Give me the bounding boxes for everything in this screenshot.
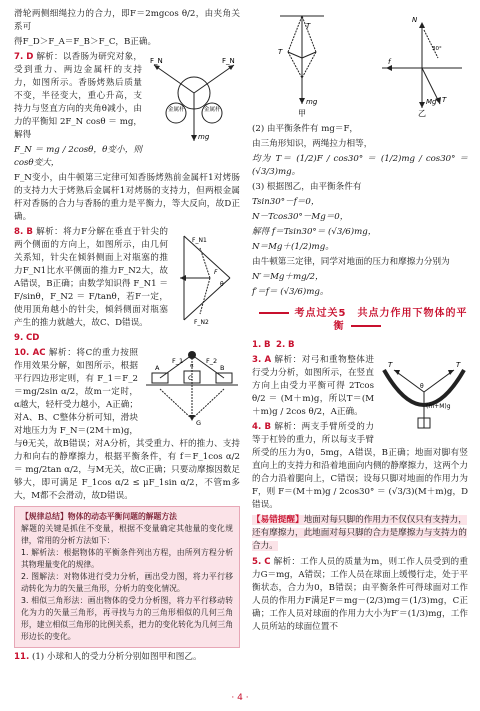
fig7-rod2: 金属杆 xyxy=(204,107,221,113)
fig7-fn-right: F_N xyxy=(222,57,235,65)
q9-answer: CD xyxy=(25,333,40,343)
fig8-f: F xyxy=(214,269,218,276)
fig10-alpha: α xyxy=(190,363,194,369)
fig11-t-right: T xyxy=(442,96,447,104)
q10-answer: AC xyxy=(32,348,46,358)
q11-paragraph xyxy=(14,651,240,664)
q11-part10: 由牛顿第三定律，同学对地面的压力和摩擦力分别为 xyxy=(252,257,450,267)
error-warning-title: 【易错提醒】 xyxy=(252,515,304,525)
q11-part9: N＝Mg＋(1/2)mg。 xyxy=(252,242,334,252)
fig8-fn2: F_N2 xyxy=(194,319,209,326)
fig7-fn-left: F_N xyxy=(150,57,163,65)
q3-text: 解析：对弓和重物整体进行受力分析，如图所示，在竖直方向上由受力平衡可得 2Tcos θ/2 ＝ (M＋m)g，所以T＝(M＋m)g / 2cos θ/2，A正确。 xyxy=(252,355,375,417)
rule-summary-line: 2. 图解法：对物体进行受力分析，画出受力图，将力平行移动转化为力的矢量三角形，分析力的变化情况。 xyxy=(21,572,233,593)
fig11-n: N xyxy=(412,16,418,24)
error-warning-text: 地面对每只脚的作用力不仅仅只有支持力，还有摩擦力，此地面对每只脚的合力是摩擦力与支持力的合力。 xyxy=(252,515,467,551)
q10-text: 解析：将C的重力按照作用效果分解，如图所示，根据平行四边形定则，有 F_1＝F_2＝mg/2sin α/2，故m一定时，α越大，轻杆受力越小，A正确；对A、B、C整体分析可知，滑块对地压力为 F_N＝(2M＋m)g，与θ无关，故B错误；对A分析，其受重力、杆的推力、支持力和向右的静摩擦力，根据平衡条件，有 f＝F_1cos α/2 ＝ mg/2tan α/2，与M无关，故C正确；只要动摩擦因数足够大，即可满足 F_1cos α/2 ≤ μF_1sin α/2，不管m多大，M都不会滑动，故D错误。 xyxy=(14,348,240,501)
q7-equation: F_N ＝ mg / 2cosθ，θ变小，则cosθ变大， xyxy=(14,145,142,168)
fig10-f1: F_1 xyxy=(172,357,184,365)
rule-summary-line: 3. 相似三角形法：画出物体的受力分析图，将力平行移动转化为力的矢量三角形，再寻找与力的三角形相似的几何三角形，建立相似三角形的比例关系，把力的变化转化为几何三角形边长的变化。 xyxy=(21,596,233,641)
q9-paragraph xyxy=(14,332,240,345)
q11-text: (1) 小球和人的受力分析分别如图甲和图乙。 xyxy=(31,652,202,662)
q11-part3: 由三角形知识，两绳拉力相等， xyxy=(252,139,373,149)
q11-part11: N′＝Mg＋mg/2， xyxy=(252,272,324,282)
fig3-theta: θ xyxy=(420,383,424,390)
answer-2: B xyxy=(288,340,295,350)
figure-q3-bow xyxy=(380,356,468,438)
q7-text-2: F_N变小，由牛顿第三定律可知香肠烤熟前金属杆1对烤肠的支持力大于烤熟后金属杆1对烤肠的支持力，但两根金属杆对香肠的合力与香肠的重力是平衡力，等大反向，故D正确。 xyxy=(14,173,240,222)
fig8-theta: θ xyxy=(220,281,224,288)
q11-part7: N－Tcos30°－Mg＝0， xyxy=(252,212,349,222)
q4-paragraph: 4. B 解析：两支手臂所受的力等于杠铃的重力，所以每支手臂所受的压力为0，5mg，A错误，B正确；地面对脚有竖直向上的支持力和沿着地面向内侧的静摩擦力，这两个力的合力沿着腿向上，C错误；设每只脚对地面的作用力为F，则 F＝(M＋m)g / 2cos30° ＝ (√3/3)(M＋m)g，D错误。 xyxy=(252,422,468,510)
q4-text: 解析：两支手臂所受的力等于杠铃的重力，所以每支手臂所受的压力为0，5mg，A错误，B正确；地面对脚有竖直向上的支持力和沿着地面向内侧的静摩擦力，这两个力的合力沿着腿向上，C错误；设每只脚对地面的作用力为F，则 F＝(M＋m)g / 2cos30° ＝ (√3/3)(M＋m)g，D错误。 xyxy=(252,422,468,510)
fig10-f2: F_2 xyxy=(206,357,218,365)
q3-paragraph: 3. A 解析：对弓和重物整体进行受力分析，如图所示，在竖直方向上由受力平衡可得 2Tcos θ/2 ＝ (M＋m)g，所以T＝(M＋m)g / 2cos θ/2，A正确。 xyxy=(252,355,375,417)
rule-summary-line: 解题的关键是抓住不变量，根据不变量确定其他量的变化规律，常用的分析方法如下： xyxy=(21,524,233,545)
q11-part8: 解得 f＝Tsin30°＝ (√3/6)mg， xyxy=(252,227,377,237)
q11-part6: Tsin30°－f＝0， xyxy=(252,197,320,207)
fig8-fn1: F_N1 xyxy=(192,237,207,244)
fig11-jia: 甲 xyxy=(298,109,306,118)
left-column xyxy=(14,8,240,666)
fig3-t2: T xyxy=(456,361,461,369)
figure-q11 xyxy=(252,8,468,118)
q11-part2: (2) 由平衡条件有 mg＝F， xyxy=(252,124,358,134)
q11-part5: (3) 根据图乙，由平衡条件有 xyxy=(252,182,362,192)
section-heading: 考点过关5 共点力作用下物体的平衡 xyxy=(252,307,468,333)
fig11-angle: 30° xyxy=(432,46,442,52)
figure-q8-needle xyxy=(174,228,240,328)
q4-answer: B xyxy=(264,422,272,432)
q5-paragraph: 5. C 解析：工作人员的质量为m，则工作人员受到的重力G＝mg，A错误；工作人员在球面上缓慢行走，处于平衡状态，合力为0，B错误；由平衡条件可得球面对工作人员的作用力F满足F＝mg－(2/3)mg＝(1/3)mg，C正确；工作人员对球面的作用力大小为F′＝(1/3)mg，工作人员所站的球面位置不 xyxy=(252,557,469,632)
fig10-c: C xyxy=(188,374,193,382)
q11-part4: 均为 T＝ (1/2)F / cos30° ＝ (1/2)mg / cos30° ＝ (√3/3)mg。 xyxy=(252,154,468,177)
fig10-b: B xyxy=(220,364,225,372)
q3-answer: A xyxy=(264,355,272,365)
answer-1: B xyxy=(263,340,271,350)
q11-number: 11. xyxy=(14,652,30,662)
fig11-mg: mg xyxy=(306,98,318,106)
right-column xyxy=(252,8,468,636)
q11-part12: f′＝f＝ (√3/6)mg。 xyxy=(252,287,329,297)
rule-summary-box xyxy=(14,506,240,648)
q7-answer: D xyxy=(26,52,34,62)
rule-summary-title: 【规律总结】物体的动态平衡问题的解题方法 xyxy=(21,512,177,521)
rule-summary-line: 1. 解析法：根据物体的平衡条件列出方程，由所列方程分析其物理量变化的规律。 xyxy=(21,548,233,569)
q5-text: 解析：工作人员的质量为m，则工作人员受到的重力G＝mg，A错误；工作人员在球面上缓慢行走，处于平衡状态，合力为0，B错误；由平衡条件可得球面对工作人员的作用力F满足F＝mg－(2/3)mg＝(1/3)mg，C正确；工作人员对球面的作用力大小为F′＝(1/3)mg，工作人员所站的球面位置不 xyxy=(252,557,469,632)
figure-q7-sausage xyxy=(148,53,240,145)
q8-text: 解析：将力F分解在垂直于针尖的两个侧面的方向上，如图所示，由几何关系知，针尖在倾斜侧面上对瓶塞的推力F_N1比水平侧面的推力F_N2大，故A错误，B正确；由数学知识得 F_N1 ＝ F/sinθ，F_N2 ＝ F/tanθ，若F一定，使用顶角越小的针尖，倾斜侧面对瓶塞产生的推力就越大，故C、D错误。 xyxy=(14,227,169,328)
fig11-yi: 乙 xyxy=(418,109,426,118)
figure-q10-rods xyxy=(144,349,240,427)
fig11-t-top: T xyxy=(306,22,311,30)
q9-number: 9. xyxy=(14,333,24,343)
page-number: · 4 · xyxy=(231,693,249,703)
fig3-mg: (m+M)g xyxy=(426,403,451,410)
fig10-a: A xyxy=(155,364,160,372)
fig7-rod1: 金属杆 xyxy=(168,107,185,113)
intro-line-2: 得F_D＞F_A＝F_B＞F_C，B正确。 xyxy=(14,37,157,47)
fig7-mg: mg xyxy=(198,133,210,141)
fig3-t1: T xyxy=(388,361,393,369)
fig11-Mg: Mg xyxy=(426,98,437,106)
q8-answer: B xyxy=(26,227,33,237)
q7-number: 7. xyxy=(14,52,24,62)
q8-number: 8. xyxy=(14,227,24,237)
fig11-t-left: T xyxy=(278,48,283,56)
intro-line-1: 滑轮两侧细绳拉力的合力，即F＝2mgcos θ/2，由夹角关系可 xyxy=(14,9,240,32)
q5-answer: C xyxy=(264,557,271,567)
fig11-f: f xyxy=(388,58,391,66)
q7-text: 解析：以香肠为研究对象，受到重力、两边金属杆的支持力，如图所示。香肠烤熟后质量不变，半径变大，重心升高，支持力与竖直方向的夹角θ减小，由力的平衡知 2F_N cosθ ＝ mg，解得 xyxy=(14,52,142,140)
fig10-g: G xyxy=(196,419,202,427)
answers-1-2: 1. B 2. B xyxy=(252,340,295,350)
error-warning xyxy=(252,515,467,551)
q10-number: 10. xyxy=(14,348,30,358)
